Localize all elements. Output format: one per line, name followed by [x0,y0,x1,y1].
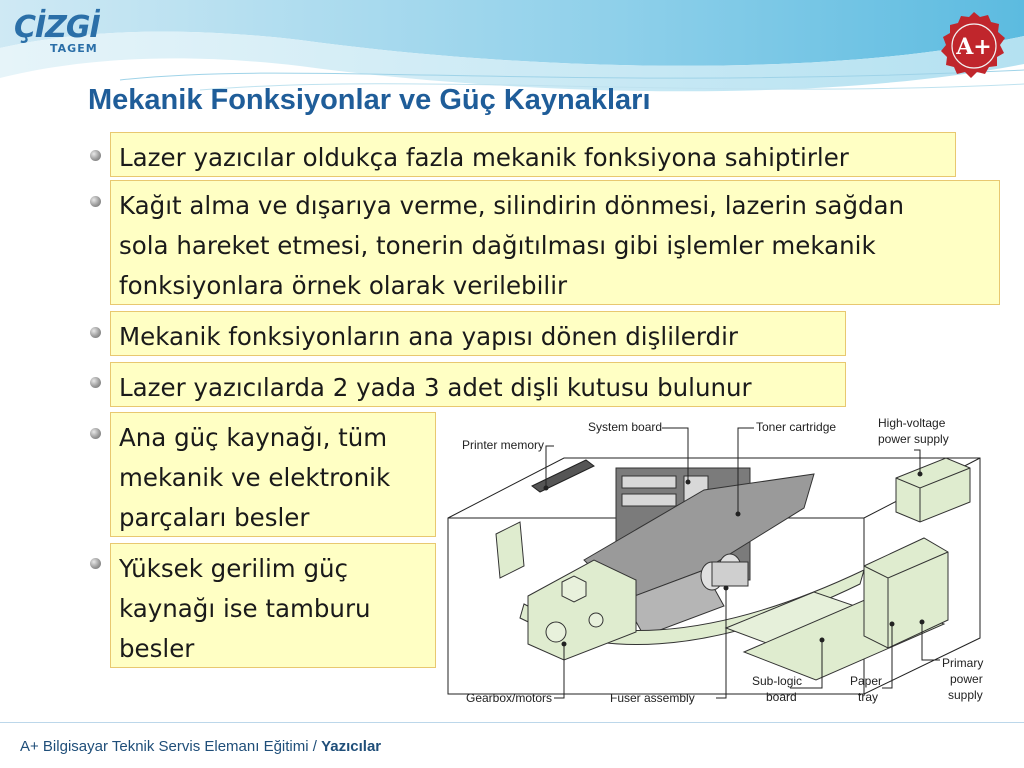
label-system-board: System board [588,420,663,434]
bullet-line: sola hareket etmesi, tonerin dağıtılması gibi işlemler mekanik [119,231,876,260]
label-primary-power-line2: power [950,672,983,686]
bullet-dot-icon [90,428,101,439]
seal-grade: A+ [956,34,992,60]
footer-section: Yazıcılar [321,738,382,755]
label-gearbox-motors: Gearbox/motors [466,691,553,705]
label-primary-power-line1: Primary [942,656,984,670]
logo-main-text: ÇİZGİ [14,10,100,45]
label-high-voltage-line2: power supply [878,432,949,446]
bullet-line: Ana güç kaynağı, tüm [119,423,388,452]
bullet-item-6 [110,543,436,668]
bullet-item-3 [110,311,846,356]
bullet-line: parçaları besler [119,503,310,532]
bullet-item-2 [110,180,1000,305]
bullet-line: Lazer yazıcılar oldukça fazla mekanik fonksiyona sahiptirler [119,143,849,172]
label-high-voltage-line1: High-voltage [878,416,946,430]
label-sublogic-line2: board [766,690,797,704]
bullet-item-1 [110,132,956,177]
bullet-line: besler [119,634,195,663]
footer [20,738,381,755]
label-sublogic-line1: Sub-logic [752,674,803,688]
label-primary-power-line3: supply [948,688,983,702]
bullet-line: Lazer yazıcılarda 2 yada 3 adet dişli kutusu bulunur [119,373,752,402]
label-printer-memory: Printer memory [462,438,545,452]
bullet-line: fonksiyonlara örnek olarak verilebilir [119,271,568,300]
footer-divider [0,722,1024,723]
label-fuser-assembly: Fuser assembly [610,691,695,705]
bullet-line: Mekanik fonksiyonların ana yapısı dönen dişlilerdir [119,322,738,351]
printer-diagram [444,410,996,712]
slide-title: Mekanik Fonksiyonlar ve Güç Kaynakları [88,84,651,116]
footer-course: A+ Bilgisayar Teknik Servis Elemanı Eğitimi / [20,738,322,755]
label-paper-tray-line1: Paper [850,674,883,688]
bullet-line: kaynağı ise tamburu [119,594,371,623]
bullet-dot-icon [90,327,101,338]
bullet-line: Kağıt alma ve dışarıya verme, silindirin dönmesi, lazerin sağdan [119,191,905,220]
certificate-seal-icon [938,10,1010,82]
label-toner-cartridge: Toner cartridge [756,420,837,434]
bullet-dot-icon [90,558,101,569]
bullet-item-5 [110,412,436,537]
logo-sub-text: TAGEM [50,42,98,55]
label-paper-tray-line2: tray [858,690,879,704]
printer-diagram-art [444,410,996,712]
cizgi-tagem-logo [14,10,104,60]
bullet-line: Yüksek gerilim güç [119,554,349,583]
bullet-line: mekanik ve elektronik [119,463,391,492]
bullet-dot-icon [90,196,101,207]
bullet-dot-icon [90,377,101,388]
bullet-item-4 [110,362,846,407]
bullet-dot-icon [90,150,101,161]
